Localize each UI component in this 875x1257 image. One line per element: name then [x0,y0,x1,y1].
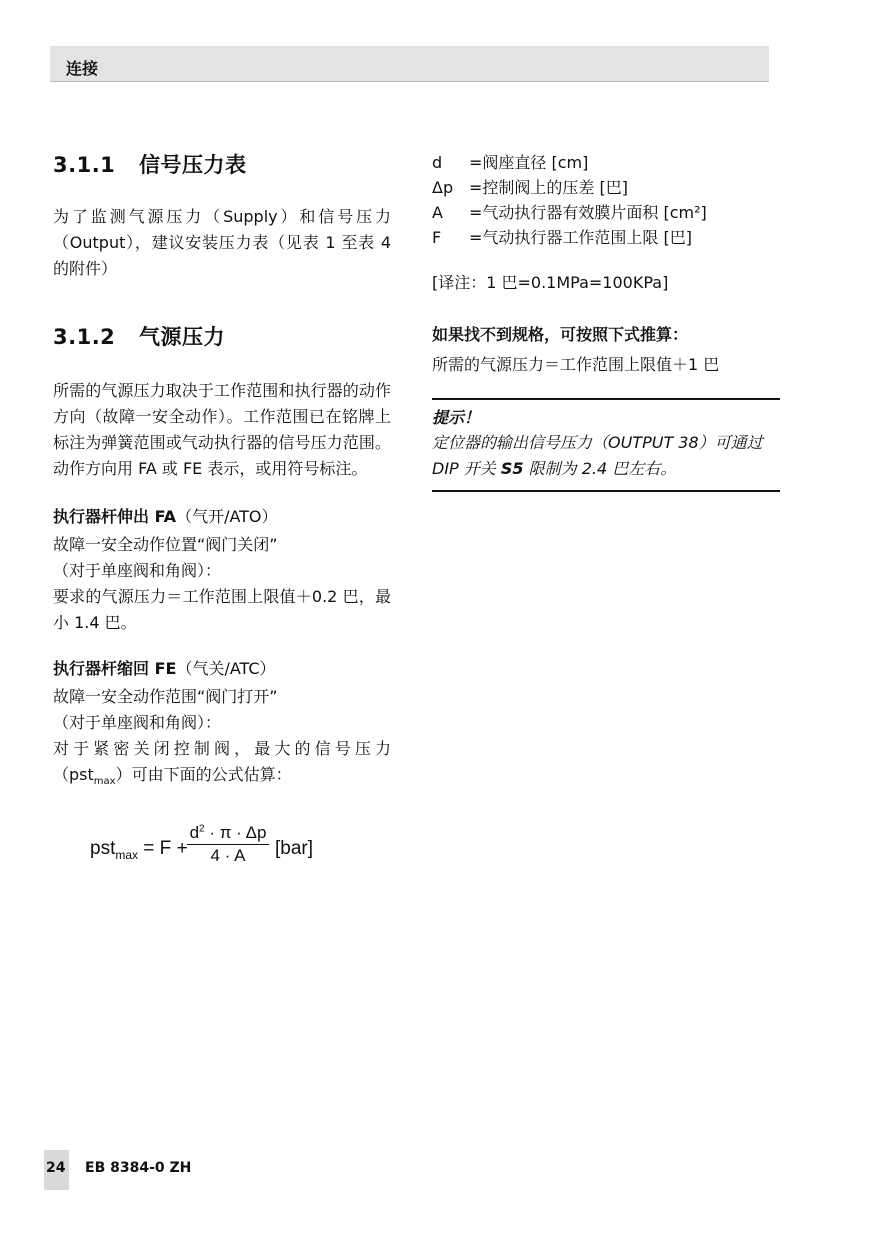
tip-body [432,430,780,482]
formula-numerator [187,823,269,845]
formula-num-d: d [189,823,200,843]
formula-lhs-sub: max [115,847,139,862]
fe-line-3-sub: max [93,776,116,788]
page-number: 24 [46,1160,66,1176]
tip-body-b: 限制为 2.4 巴左右。 [523,459,677,478]
variable-desc: =气动执行器工作范围上限 [巴] [469,228,692,247]
fe-line-3-text: 对于紧密关闭控制阀，最大的信号压力（pst [53,739,391,784]
heading-number: 3.1.2 [53,325,116,349]
paragraph-supply-pressure: 所需的气源压力取决于工作范围和执行器的动作方向（故障一安全动作）。工作范围已在铭牌上标注为弹簧范围或气动执行器的信号压力范围。动作方向用 FA 或 FE 表示，或用符号标注。 [53,381,391,478]
variable-row [432,225,780,250]
right-column [432,150,780,492]
heading-title: 信号压力表 [139,153,247,177]
variable-definitions [432,150,780,250]
fa-line-2: （对于单座阀和角阀）： [53,561,222,580]
section-header-title: 连接 [66,59,99,78]
fa-line-3: 要求的气源压力＝工作范围上限值＋0.2 巴，最小 1.4 巴。 [53,587,391,632]
tip-body-a: 定位器的输出信号压力（OUTPUT 38）可通过 DIP 开关 [432,433,763,478]
fe-line-2: （对于单座阀和角阀）： [53,713,222,732]
tip-body-bold: S5 [500,459,524,478]
fa-heading [53,504,391,530]
fa-line-1: 故障一安全动作位置“阀门关闭” [53,535,278,554]
translator-note: [译注：1 巴=0.1MPa=100KPa] [432,273,669,292]
variable-desc: =阀座直径 [cm] [469,153,589,172]
tip-box [432,398,780,492]
fe-line-3-end: ）可由下面的公式估算： [115,765,292,784]
heading-3-1-1 [53,150,391,180]
variable-symbol: d [432,153,443,172]
document-id: EB 8384-0 ZH [85,1160,192,1176]
section-header-bar [50,46,769,82]
variable-symbol: Δp [432,178,454,197]
paragraph-pressure-gauges: 为了监测气源压力（Supply）和信号压力（Output），建议安装压力表（见表 1 至表 4 的附件） [53,207,391,278]
formula-denominator: 4 · A [210,846,246,866]
formula-eq: = F + [138,838,188,860]
variable-row [432,150,780,175]
formula-num-exp: 2 [199,823,205,835]
page-number-tab [44,1150,69,1190]
heading-number: 3.1.1 [53,153,116,177]
formula-unit: [bar] [275,838,314,860]
fa-heading-normal: （气开/ATO） [176,507,278,526]
heading-3-1-2 [53,322,391,352]
formula-lhs-text: pst [90,838,116,860]
variable-symbol: A [432,203,443,222]
fe-line-1: 故障一安全动作范围“阀门打开” [53,687,278,706]
variable-row [432,175,780,200]
variable-symbol: F [432,228,442,247]
pstmax-formula [90,823,391,877]
formula-fraction [187,823,269,866]
variable-desc: =控制阀上的压差 [巴] [469,178,628,197]
heading-title: 气源压力 [139,325,225,349]
fa-heading-bold: 执行器杆伸出 FA [53,507,177,526]
fallback-heading: 如果找不到规格，可按照下式推算： [432,325,689,344]
variable-row [432,200,780,225]
formula-lhs [90,838,188,862]
left-column [53,150,391,877]
fallback-text: 所需的气源压力＝工作范围上限值＋1 巴 [432,355,720,374]
formula-num-rest: · π · Δp [204,823,267,843]
variable-desc: =气动执行器有效膜片面积 [cm²] [469,203,707,222]
fe-line-3 [53,736,391,795]
fe-heading-bold: 执行器杆缩回 FE [53,659,177,678]
fe-heading-normal: （气关/ATC） [176,659,276,678]
tip-title: 提示！ [432,408,481,427]
fe-heading [53,656,391,682]
